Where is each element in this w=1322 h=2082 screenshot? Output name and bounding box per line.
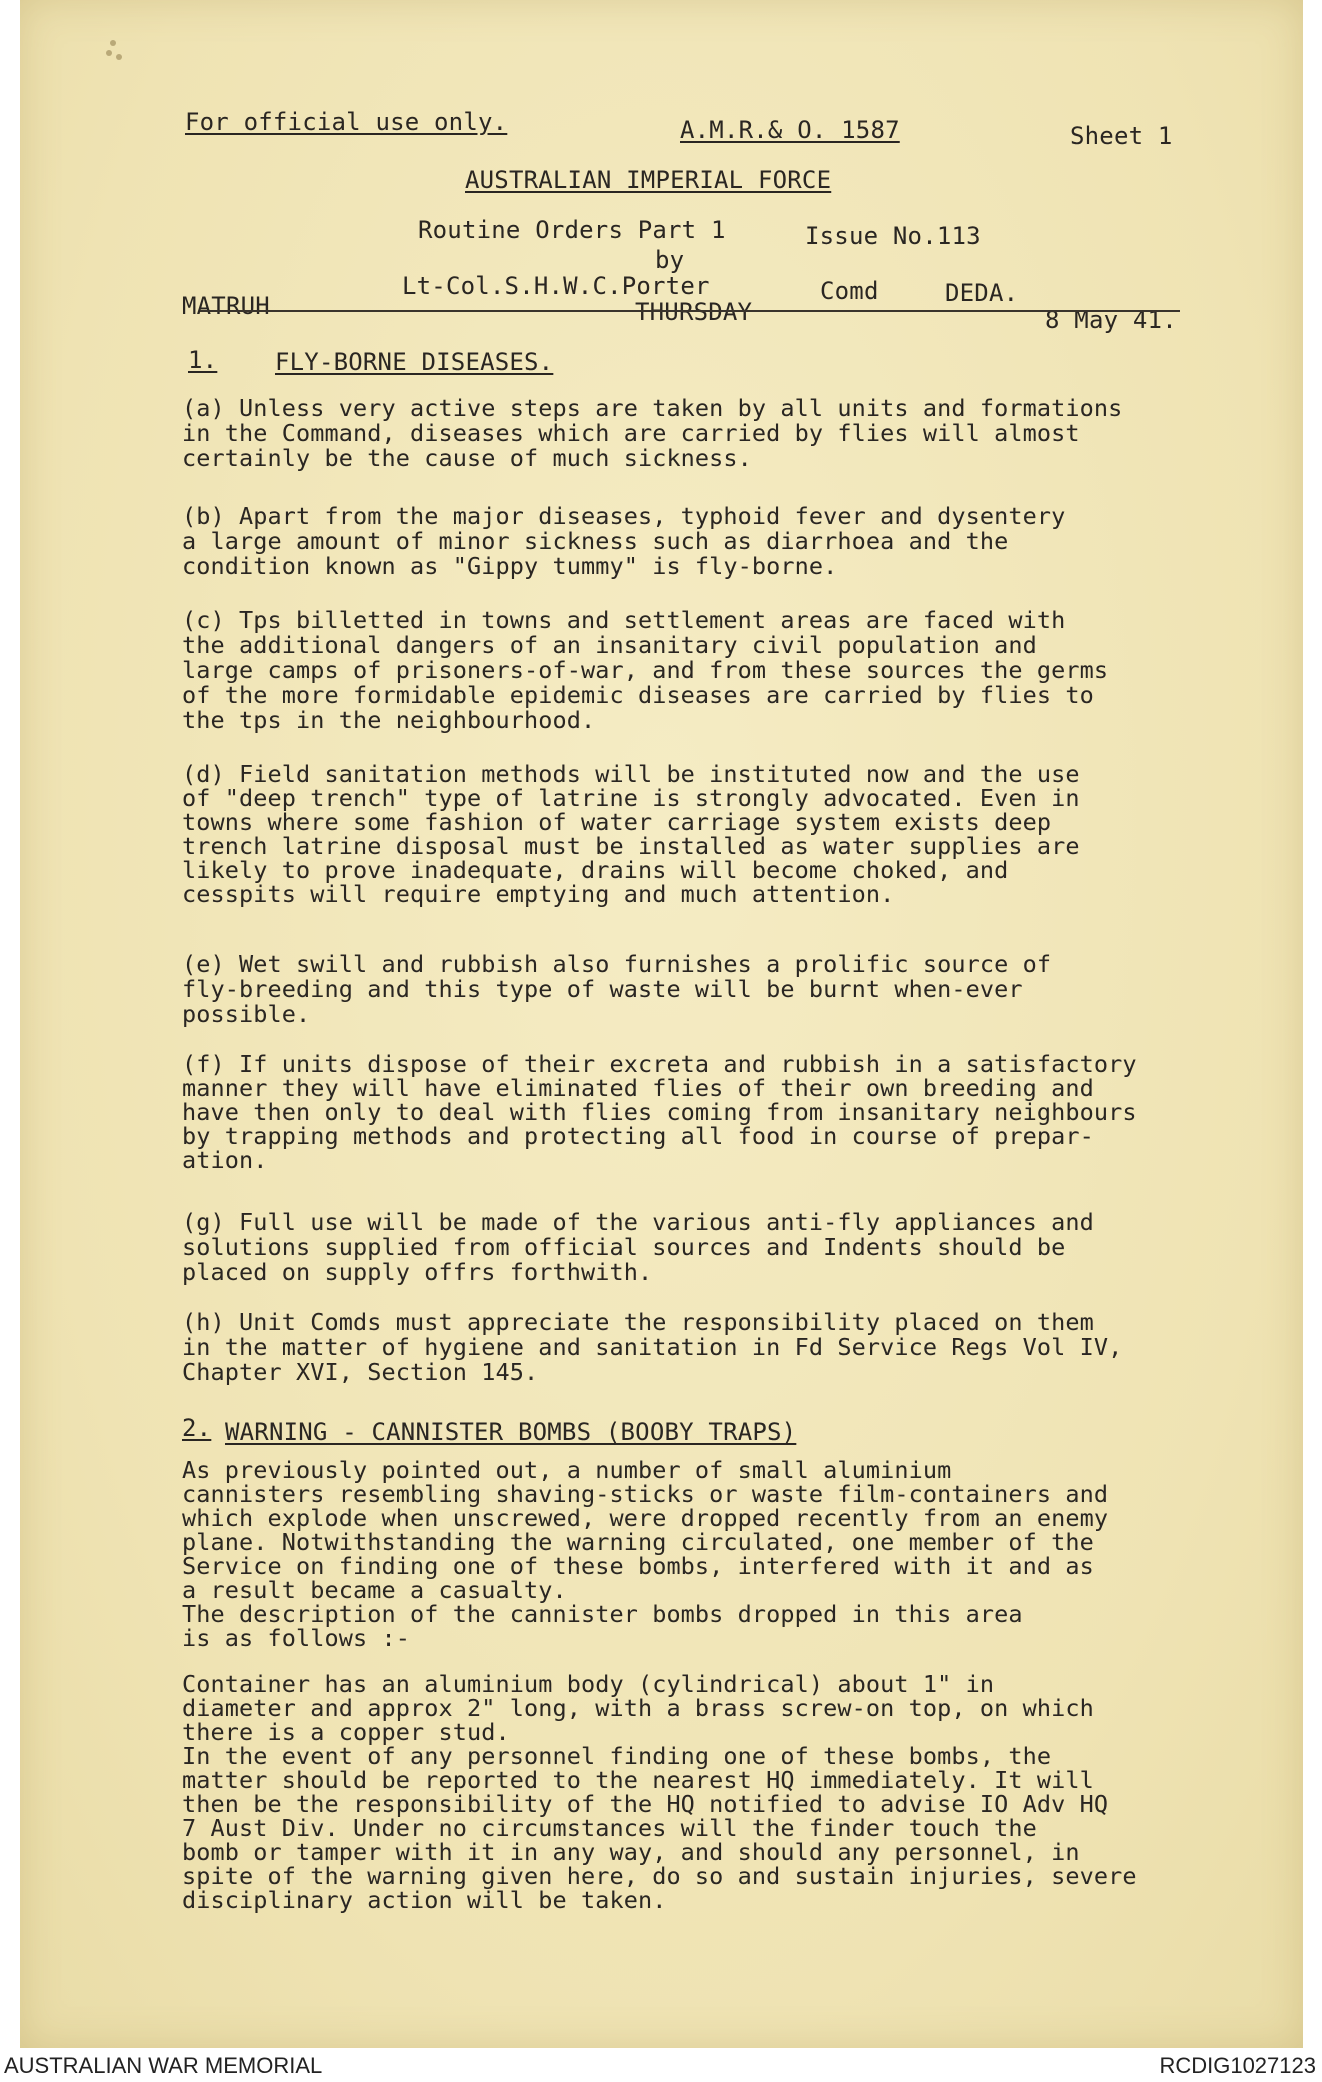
archive-name: AUSTRALIAN WAR MEMORIAL	[4, 2053, 323, 2078]
sheet-number: Sheet 1	[1070, 122, 1173, 150]
routine-orders-title: Routine Orders Part 1	[418, 216, 726, 244]
paragraph-1h: (h) Unit Comds must appreciate the responsibility placed on them in the matter of hygiene and sanitation in Fd Service Regs Vol IV, Chapter XVI, Section 145.	[182, 1308, 1123, 1386]
paragraph-2-intro: As previously pointed out, a number of small aluminium cannisters resembling shaving-sticks or waste film-containers and which explode when unscrewed, were dropped recently from an enemy plane. Notwithstanding the warning circulated, one member of the Service on finding one of these bombs, interfered with it and as a result became a casualty. The description of the cannister bombs dropped in this area is as follows :-	[182, 1456, 1109, 1652]
title-rule	[200, 310, 1180, 312]
paragraph-1f: (f) If units dispose of their excreta and rubbish in a satisfactory manner they will have eliminated flies of their own breeding and have then only to deal with flies coming from insanitary neighbours by trapping methods and protecting all food in course of prepar- ation.	[182, 1050, 1137, 1174]
paragraph-1e: (e) Wet swill and rubbish also furnishes a prolific source of fly-breeding and this type of waste will be burnt when-ever possible.	[182, 950, 1052, 1028]
paragraph-1d: (d) Field sanitation methods will be instituted now and the use of "deep trench" type of latrine is strongly advocated. Even in towns where some fashion of water carriage system exists deep trench latrine disposal must be installed as water supplies are likely to prove inadequate, drains will become choked, and cesspits will require emptying and much attention.	[182, 760, 1080, 908]
official-use-label: For official use only.	[185, 108, 508, 136]
section-1-number: 1.	[188, 346, 218, 374]
section-2-number: 2.	[182, 1414, 212, 1442]
section-2-heading: WARNING - CANNISTER BOMBS (BOOBY TRAPS)	[225, 1418, 797, 1446]
date-label: 8 May 41.	[1045, 306, 1177, 334]
command-label: Comd	[820, 277, 879, 305]
officer-name: Lt-Col.S.H.W.C.Porter	[402, 272, 710, 300]
paragraph-1c: (c) Tps billetted in towns and settlement areas are faced with the additional dangers of an insanitary civil population and large camps of prisoners-of-war, and from these sources the germs of the more formidable epidemic diseases are carried by flies to the tps in the neighbourhood.	[182, 606, 1109, 734]
paragraph-1b: (b) Apart from the major diseases, typhoid fever and dysentery a large amount of minor sickness such as diarrhoea and the condition known as "Gippy tummy" is fly-borne.	[182, 502, 1066, 580]
paragraph-2-description: Container has an aluminium body (cylindrical) about 1" in diameter and approx 2" long, with a brass screw-on top, on which there is a copper stud. In the event of any personnel finding one of these bombs, the matter should be reported to the nearest HQ immediately. It will then be the responsibility of the HQ notified to advise IO Adv HQ 7 Aust Div. Under no circumstances will the finder touch the bomb or tamper with it in any way, and should any personnel, in spite of the warning given here, do so and sustain injuries, severe disciplinary action will be taken.	[182, 1670, 1137, 1914]
place-label: MATRUH	[182, 292, 270, 320]
force-title: AUSTRALIAN IMPERIAL FORCE	[465, 166, 832, 194]
paragraph-1a: (a) Unless very active steps are taken by all units and formations in the Command, diseases which are carried by flies will almost certainly be the cause of much sickness.	[182, 394, 1123, 472]
archive-id: RCDIG1027123	[1159, 2053, 1316, 2078]
paragraph-1g: (g) Full use will be made of the various anti-fly appliances and solutions supplied from official sources and Indents should be placed on supply offrs forthwith.	[182, 1208, 1094, 1286]
day-label: THURSDAY	[635, 298, 753, 326]
document-reference: A.M.R.& O. 1587	[680, 116, 900, 144]
document-sheet	[20, 0, 1303, 2048]
archive-footer	[0, 2048, 1322, 2082]
command-unit: DEDA.	[945, 279, 1019, 307]
section-1-heading: FLY-BORNE DISEASES.	[275, 348, 554, 376]
by-label: by	[655, 246, 685, 274]
issue-number: Issue No.113	[805, 222, 981, 250]
